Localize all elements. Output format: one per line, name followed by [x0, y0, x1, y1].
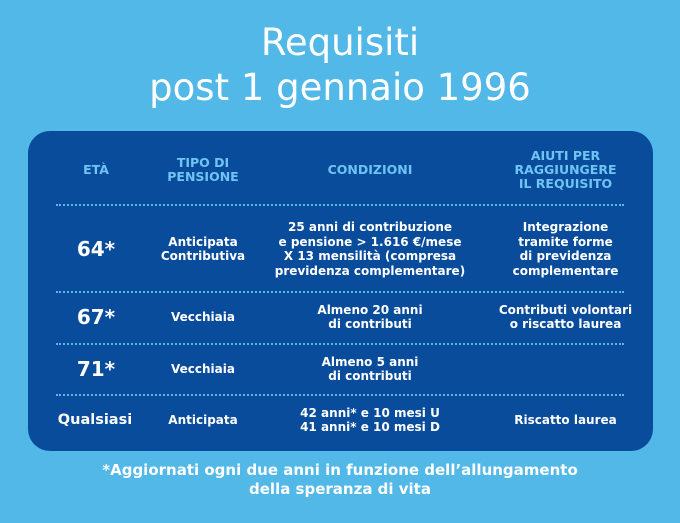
footnote-line: della speranza di vita — [249, 480, 431, 498]
row-condizioni-line: Almeno 20 anni — [317, 302, 423, 317]
row-condizioni — [262, 346, 478, 392]
row-condizioni-line: di contributi — [328, 317, 412, 331]
row-tipo-line: Anticipata — [168, 234, 238, 249]
row-condizioni-line: 42 anni* e 10 mesi U — [300, 405, 440, 420]
row-eta: Qualsiasi — [57, 412, 133, 428]
row-aiuti — [478, 398, 653, 442]
table-row — [28, 346, 653, 392]
footnote — [0, 461, 680, 499]
row-tipo — [144, 211, 262, 287]
header-condizioni — [262, 148, 478, 192]
table-row — [28, 398, 653, 442]
row-condizioni-line: di contributi — [328, 369, 412, 383]
row-aiuti — [478, 346, 653, 392]
row-tipo — [144, 294, 262, 340]
row-divider — [56, 204, 624, 206]
row-eta: 64* — [76, 237, 116, 261]
row-aiuti-line: complementare — [512, 263, 619, 278]
header-eta — [48, 148, 144, 192]
row-tipo-line: Vecchiaia — [171, 361, 235, 376]
row-condizioni-line: 25 anni di contribuzione — [287, 220, 453, 234]
row-divider — [56, 343, 624, 345]
row-condizioni-line: e pensione > 1.616 €/mese — [278, 234, 462, 249]
row-condizioni — [262, 294, 478, 340]
row-tipo-line: Vecchiaia — [171, 309, 235, 324]
row-condizioni-line: X 13 mensilità (compresa — [283, 249, 457, 263]
row-aiuti-line: Integrazione — [522, 220, 609, 234]
table-row — [28, 294, 653, 340]
header-aiuti-line: IL REQUISITO — [518, 176, 613, 191]
row-tipo — [144, 398, 262, 442]
requirements-table — [28, 131, 653, 451]
row-tipo-line: Anticipata — [168, 412, 238, 427]
header-aiuti-line: AIUTI PER — [530, 148, 601, 163]
header-aiuti-line: RAGGIUNGERE — [514, 162, 617, 177]
title-line-2: post 1 gennaio 1996 — [149, 66, 531, 109]
header-eta-label: ETÀ — [83, 162, 109, 177]
title-line-1: Requisiti — [260, 21, 420, 64]
row-eta: 71* — [76, 357, 116, 381]
row-aiuti — [478, 294, 653, 340]
row-condizioni — [262, 211, 478, 287]
row-aiuti-line: o riscatto laurea — [509, 317, 622, 331]
row-divider — [56, 394, 624, 396]
footnote-line: *Aggiornati ogni due anni in funzione dell’allungamento — [102, 461, 578, 479]
table-row — [28, 211, 653, 287]
row-condizioni-line: 41 anni* e 10 mesi D — [300, 420, 440, 434]
row-eta: 67* — [76, 305, 116, 329]
row-aiuti-line: tramite forme — [518, 234, 613, 249]
page-title — [0, 20, 680, 110]
row-condizioni-line: previdenza complementare) — [274, 263, 466, 278]
row-aiuti-line: di previdenza — [519, 249, 612, 263]
row-divider — [56, 291, 624, 293]
header-tipo — [144, 148, 262, 192]
header-condizioni-label: CONDIZIONI — [327, 162, 413, 177]
row-aiuti — [478, 211, 653, 287]
row-tipo — [144, 346, 262, 392]
table-header — [28, 148, 653, 192]
row-condizioni-line: Almeno 5 anni — [321, 354, 419, 369]
header-tipo-line: PENSIONE — [167, 169, 239, 184]
row-condizioni — [262, 398, 478, 442]
row-aiuti-line: Contributi volontari — [498, 302, 633, 317]
header-aiuti — [478, 148, 653, 192]
header-tipo-line: TIPO DI — [176, 155, 230, 170]
row-aiuti-line: Riscatto laurea — [514, 412, 617, 427]
row-tipo-line: Contributiva — [160, 249, 246, 263]
